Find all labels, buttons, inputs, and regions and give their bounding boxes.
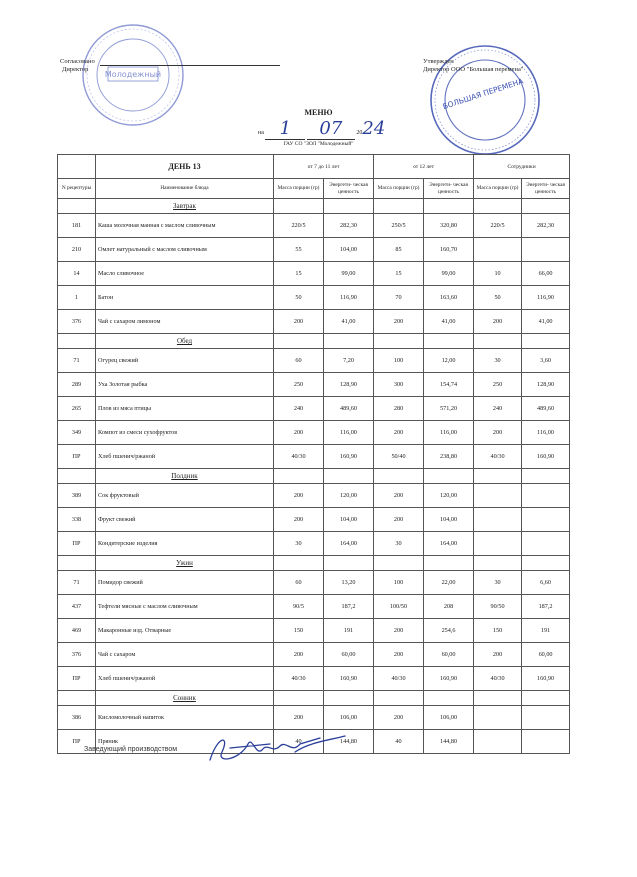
dish-name-cell: Чай с сахаром лимоном: [96, 310, 274, 334]
section-header: [58, 556, 570, 571]
col-energy-1: Энергети- ческая ценность: [324, 179, 374, 199]
dish-name-cell: Кондитерские изделия: [96, 532, 274, 556]
mass-cell: 40/30: [474, 667, 522, 691]
energy-cell: 144,80: [324, 730, 374, 754]
recipe-cell: 210: [58, 238, 96, 262]
dish-name-cell: Фрукт свежий: [96, 508, 274, 532]
energy-cell: [522, 508, 570, 532]
energy-cell: 116,90: [522, 286, 570, 310]
mass-cell: [474, 706, 522, 730]
mass-cell: 50/40: [374, 445, 424, 469]
table-row: [58, 214, 570, 238]
energy-cell: 191: [324, 619, 374, 643]
table-row: [58, 349, 570, 373]
dish-name-cell: Пряник: [96, 730, 274, 754]
energy-cell: 238,80: [424, 445, 474, 469]
col-energy-3: Энергети- ческая ценность: [522, 179, 570, 199]
col-mass-3: Масса порции (гр): [474, 179, 522, 199]
mass-cell: 90/5: [274, 595, 324, 619]
day-label: ДЕНЬ 13: [96, 155, 274, 179]
table-row: [58, 667, 570, 691]
energy-cell: 160,90: [424, 667, 474, 691]
col-mass-1: Масса порции (гр): [274, 179, 324, 199]
table-row: [58, 445, 570, 469]
energy-cell: 254,6: [424, 619, 474, 643]
mass-cell: 90/50: [474, 595, 522, 619]
energy-cell: 6,60: [522, 571, 570, 595]
recipe-cell: 14: [58, 262, 96, 286]
mass-cell: 250: [274, 373, 324, 397]
table-row: [58, 238, 570, 262]
recipe-cell: 1: [58, 286, 96, 310]
date-prefix: на: [258, 130, 264, 136]
col-energy-2: Энергети- ческая ценность: [424, 179, 474, 199]
table-row: [58, 484, 570, 508]
approval-left: [60, 58, 95, 74]
col-mass-2: Масса порции (гр): [374, 179, 424, 199]
energy-cell: 154,74: [424, 373, 474, 397]
dish-name-cell: Тефтели мясные с маслом сливочным: [96, 595, 274, 619]
left-title: Согласовано: [60, 58, 95, 65]
table-row: [58, 706, 570, 730]
group-12: от 12 лет: [374, 155, 474, 179]
energy-cell: 41,00: [522, 310, 570, 334]
mass-cell: 70: [374, 286, 424, 310]
mass-cell: 30: [474, 571, 522, 595]
mass-cell: [474, 238, 522, 262]
table-row: [58, 397, 570, 421]
dish-name-cell: Макаронные изд. Отварные: [96, 619, 274, 643]
energy-cell: 191: [522, 619, 570, 643]
mass-cell: 200: [274, 421, 324, 445]
mass-cell: 300: [374, 373, 424, 397]
left-role: Директор: [62, 66, 89, 73]
mass-cell: [474, 730, 522, 754]
date-year-prefix: 20: [356, 130, 363, 136]
energy-cell: 116,00: [324, 421, 374, 445]
energy-cell: 489,60: [522, 397, 570, 421]
mass-cell: 100: [374, 571, 424, 595]
dish-name-cell: Масло сливочное: [96, 262, 274, 286]
energy-cell: [522, 484, 570, 508]
mass-cell: 200: [374, 508, 424, 532]
menu-title: МЕНЮ: [304, 108, 333, 117]
energy-cell: 41,00: [424, 310, 474, 334]
table-row: [58, 286, 570, 310]
left-stamp-text: Молодежный: [104, 70, 162, 79]
energy-cell: 7,20: [324, 349, 374, 373]
recipe-cell: 376: [58, 643, 96, 667]
mass-cell: 30: [474, 349, 522, 373]
mass-cell: 200: [374, 619, 424, 643]
group-staff: Сотрудники: [474, 155, 570, 179]
mass-cell: 200: [374, 706, 424, 730]
col-recipe: N рецептуры: [58, 179, 96, 199]
energy-cell: 144,80: [424, 730, 474, 754]
energy-cell: 12,00: [424, 349, 474, 373]
table-row: [58, 532, 570, 556]
menu-date: [258, 118, 385, 140]
mass-cell: 150: [474, 619, 522, 643]
energy-cell: 571,20: [424, 397, 474, 421]
section-label: Обед: [176, 337, 193, 345]
dish-name-cell: Хлеб пшенич/ржаной: [96, 445, 274, 469]
left-signature-line: [100, 65, 280, 66]
recipe-cell: 376: [58, 310, 96, 334]
energy-cell: 282,30: [522, 214, 570, 238]
table-row: [58, 619, 570, 643]
mass-cell: 40/30: [274, 445, 324, 469]
section-label: Полдник: [171, 472, 198, 480]
mass-cell: [474, 532, 522, 556]
mass-cell: 200: [274, 706, 324, 730]
energy-cell: 282,30: [324, 214, 374, 238]
recipe-cell: 338: [58, 508, 96, 532]
dish-name-cell: Чай с сахаром: [96, 643, 274, 667]
energy-cell: 120,00: [424, 484, 474, 508]
mass-cell: [474, 484, 522, 508]
energy-cell: 99,00: [424, 262, 474, 286]
manager-signature: [200, 730, 350, 775]
section-header: [58, 691, 570, 706]
recipe-cell: 437: [58, 595, 96, 619]
mass-cell: 30: [374, 532, 424, 556]
mass-cell: 50: [474, 286, 522, 310]
dish-name-cell: Помидор свежий: [96, 571, 274, 595]
section-label: Сонник: [173, 694, 196, 702]
mass-cell: 200: [474, 643, 522, 667]
right-stamp-text: БОЛЬШАЯ ПЕРЕМЕНА: [441, 76, 525, 112]
dish-name-cell: Хлеб пшенич/ржаной: [96, 667, 274, 691]
mass-cell: 200: [274, 484, 324, 508]
mass-cell: 200: [274, 310, 324, 334]
section-label: Ужин: [176, 559, 193, 567]
mass-cell: [474, 508, 522, 532]
energy-cell: 164,00: [424, 532, 474, 556]
section-label: Завтрак: [173, 202, 196, 210]
mass-cell: 200: [474, 310, 522, 334]
energy-cell: 187,2: [522, 595, 570, 619]
recipe-cell: 389: [58, 484, 96, 508]
mass-cell: 100/50: [374, 595, 424, 619]
table-row: [58, 643, 570, 667]
mass-cell: 40/30: [474, 445, 522, 469]
mass-cell: 100: [374, 349, 424, 373]
energy-cell: 41,00: [324, 310, 374, 334]
date-year: 24: [362, 118, 386, 139]
energy-cell: 120,00: [324, 484, 374, 508]
recipe-cell: 71: [58, 571, 96, 595]
energy-cell: 128,90: [522, 373, 570, 397]
energy-cell: 3,60: [522, 349, 570, 373]
energy-cell: 104,00: [424, 508, 474, 532]
dish-name-cell: Омлет натуральный с маслом сливочным: [96, 238, 274, 262]
mass-cell: 240: [474, 397, 522, 421]
energy-cell: 66,00: [522, 262, 570, 286]
mass-cell: 40/30: [274, 667, 324, 691]
mass-cell: 15: [374, 262, 424, 286]
section-header: [58, 334, 570, 349]
col-name: Наименование блюда: [96, 179, 274, 199]
organization: ГАУ СО "ЗОЛ "Молодежный": [283, 141, 354, 147]
energy-cell: [522, 532, 570, 556]
mass-cell: 250: [474, 373, 522, 397]
energy-cell: 104,00: [324, 238, 374, 262]
mass-cell: 240: [274, 397, 324, 421]
mass-cell: 55: [274, 238, 324, 262]
energy-cell: 160,90: [324, 667, 374, 691]
energy-cell: 160,90: [522, 667, 570, 691]
mass-cell: 40/30: [374, 667, 424, 691]
mass-cell: 60: [274, 349, 324, 373]
energy-cell: [522, 730, 570, 754]
dish-name-cell: Уха Золотая рыбка: [96, 373, 274, 397]
approval-right: [423, 58, 523, 74]
energy-cell: 60,00: [522, 643, 570, 667]
dish-name-cell: Батон: [96, 286, 274, 310]
energy-cell: 99,00: [324, 262, 374, 286]
energy-cell: 60,00: [424, 643, 474, 667]
energy-cell: [522, 238, 570, 262]
mass-cell: 60: [274, 571, 324, 595]
footer-label: Заведующий производством: [84, 746, 178, 753]
mass-cell: 200: [374, 421, 424, 445]
recipe-cell: ПР: [58, 667, 96, 691]
energy-cell: 128,90: [324, 373, 374, 397]
dish-name-cell: Кисломолочный напиток: [96, 706, 274, 730]
table-row: [58, 595, 570, 619]
table-row: [58, 571, 570, 595]
energy-cell: 116,90: [324, 286, 374, 310]
date-month: 07: [319, 118, 343, 139]
menu-table: [57, 154, 570, 754]
mass-cell: 250/5: [374, 214, 424, 238]
recipe-cell: 181: [58, 214, 96, 238]
mass-cell: 40: [374, 730, 424, 754]
mass-cell: 10: [474, 262, 522, 286]
energy-cell: 104,00: [324, 508, 374, 532]
mass-cell: 200: [374, 484, 424, 508]
section-header: [58, 199, 570, 214]
mass-cell: 30: [274, 532, 324, 556]
table-row: [58, 373, 570, 397]
recipe-cell: ПР: [58, 532, 96, 556]
recipe-cell: 265: [58, 397, 96, 421]
table-row: [58, 421, 570, 445]
energy-cell: 116,00: [522, 421, 570, 445]
table-row: [58, 310, 570, 334]
right-role: Директор ООО "Большая перемена": [423, 66, 524, 73]
energy-cell: 163,60: [424, 286, 474, 310]
energy-cell: 160,90: [324, 445, 374, 469]
energy-cell: 22,00: [424, 571, 474, 595]
table-row: [58, 262, 570, 286]
energy-cell: 60,00: [324, 643, 374, 667]
section-header: [58, 469, 570, 484]
mass-cell: 15: [274, 262, 324, 286]
dish-name-cell: Сок фруктовый: [96, 484, 274, 508]
energy-cell: 13,20: [324, 571, 374, 595]
energy-cell: 160,70: [424, 238, 474, 262]
recipe-cell: 386: [58, 706, 96, 730]
dish-name-cell: Каша молочная манная с маслом сливочным: [96, 214, 274, 238]
recipe-cell: 71: [58, 349, 96, 373]
energy-cell: 164,00: [324, 532, 374, 556]
recipe-cell: ПР: [58, 730, 96, 754]
mass-cell: 200: [274, 508, 324, 532]
energy-cell: 116,00: [424, 421, 474, 445]
mass-cell: 85: [374, 238, 424, 262]
mass-cell: 200: [374, 643, 424, 667]
energy-cell: 187,2: [324, 595, 374, 619]
recipe-cell: ПР: [58, 445, 96, 469]
energy-cell: 320,80: [424, 214, 474, 238]
group-7-11: от 7 до 11 лет: [274, 155, 374, 179]
energy-cell: 489,60: [324, 397, 374, 421]
mass-cell: 220/5: [474, 214, 522, 238]
recipe-cell: 349: [58, 421, 96, 445]
energy-cell: 106,00: [324, 706, 374, 730]
energy-cell: 106,00: [424, 706, 474, 730]
dish-name-cell: Плов из мяса птицы: [96, 397, 274, 421]
energy-cell: 160,90: [522, 445, 570, 469]
date-day: 1: [279, 118, 292, 139]
mass-cell: 220/5: [274, 214, 324, 238]
mass-cell: 200: [374, 310, 424, 334]
mass-cell: 200: [474, 421, 522, 445]
energy-cell: [522, 706, 570, 730]
dish-name-cell: Огурец свежий: [96, 349, 274, 373]
mass-cell: 50: [274, 286, 324, 310]
mass-cell: 280: [374, 397, 424, 421]
recipe-cell: 469: [58, 619, 96, 643]
dish-name-cell: Компот из смеси сухофруктов: [96, 421, 274, 445]
right-title: Утвержден: [423, 58, 454, 65]
table-row: [58, 508, 570, 532]
recipe-cell: 289: [58, 373, 96, 397]
mass-cell: 40: [274, 730, 324, 754]
mass-cell: 150: [274, 619, 324, 643]
mass-cell: 200: [274, 643, 324, 667]
energy-cell: 208: [424, 595, 474, 619]
